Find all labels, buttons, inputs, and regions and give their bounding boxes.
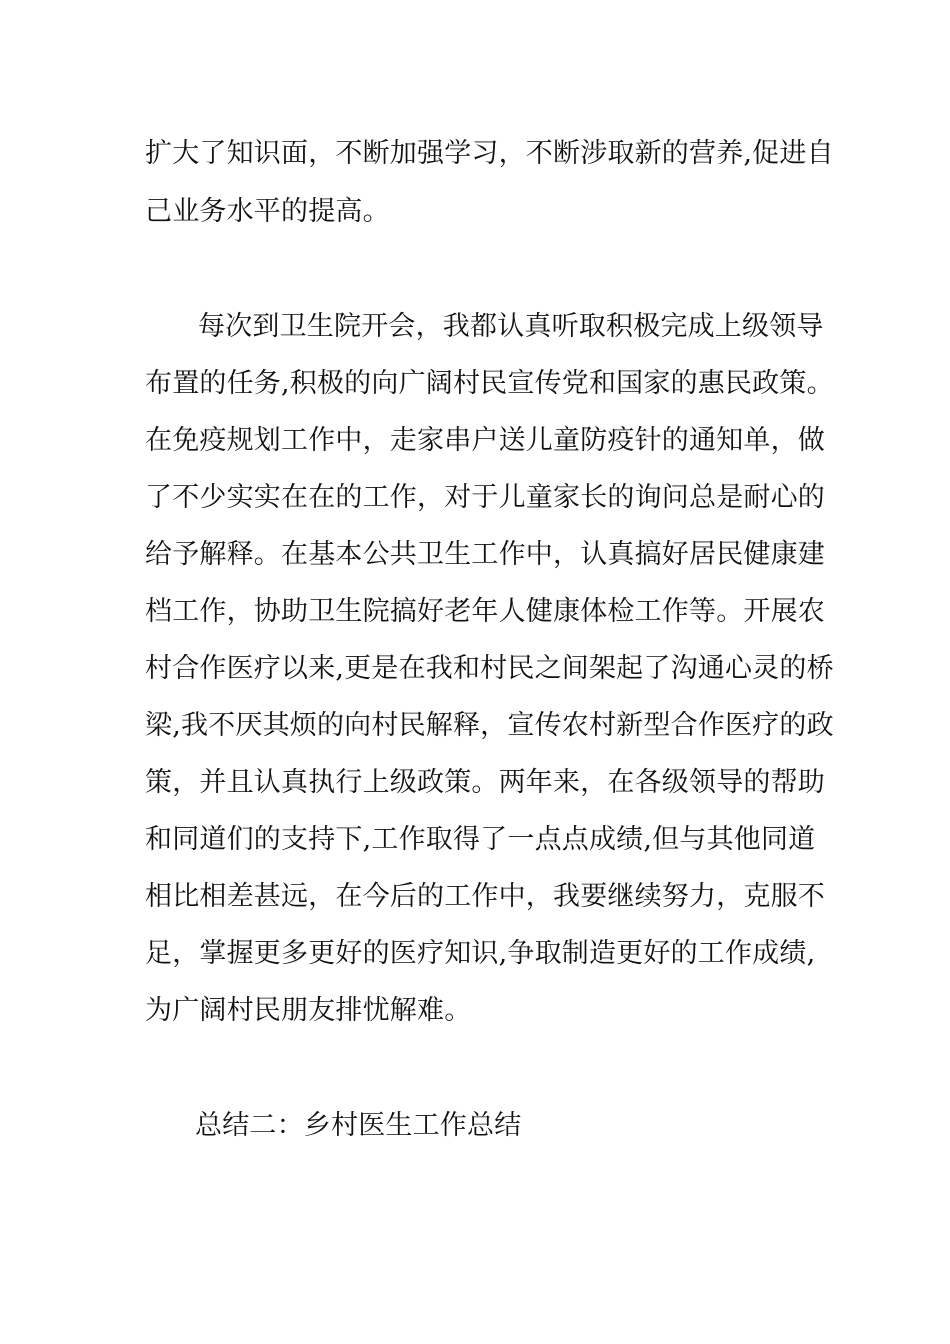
paragraph-2-line-4: 了不少实实在在的工作，对于儿童家长的询问总是耐心的 [145, 482, 825, 513]
paragraph-2-line-10: 和同道们的支持下,工作取得了一点点成绩,但与其他同道 [145, 824, 816, 855]
paragraph-2-line-6: 档工作，协助卫生院搞好老年人健康体检工作等。开展农 [145, 596, 825, 627]
paragraph-1-line-2: 己业务水平的提高。 [145, 196, 390, 227]
paragraph-2-line-2: 布置的任务,积极的向广阔村民宣传党和国家的惠民政策。 [145, 368, 834, 399]
paragraph-2-line-12: 足，掌握更多更好的医疗知识,争取制造更好的工作成绩, [145, 938, 816, 969]
paragraph-2-line-5: 给予解释。在基本公共卫生工作中，认真搞好居民健康建 [145, 539, 825, 570]
paragraph-2-line-3: 在免疫规划工作中，走家串户送儿童防疫针的通知单，做 [145, 425, 825, 456]
paragraph-2-line-7: 村合作医疗以来,更是在我和村民之间架起了沟通心灵的桥 [145, 653, 834, 684]
section-heading: 总结二：乡村医生工作总结 [195, 1110, 522, 1141]
paragraph-1-line-1: 扩大了知识面，不断加强学习，不断涉取新的营养,促进自 [145, 138, 834, 169]
paragraph-2-line-13: 为广阔村民朋友排忧解难。 [145, 995, 472, 1026]
paragraph-2-line-11: 相比相差甚远，在今后的工作中，我要继续努力，克服不 [145, 881, 825, 912]
paragraph-2-line-1: 每次到卫生院开会，我都认真听取积极完成上级领导 [198, 311, 824, 342]
paragraph-2-line-9: 策，并且认真执行上级政策。两年来，在各级领导的帮助 [145, 767, 825, 798]
paragraph-2-line-8: 梁,我不厌其烦的向村民解释，宣传农村新型合作医疗的政 [145, 710, 834, 741]
